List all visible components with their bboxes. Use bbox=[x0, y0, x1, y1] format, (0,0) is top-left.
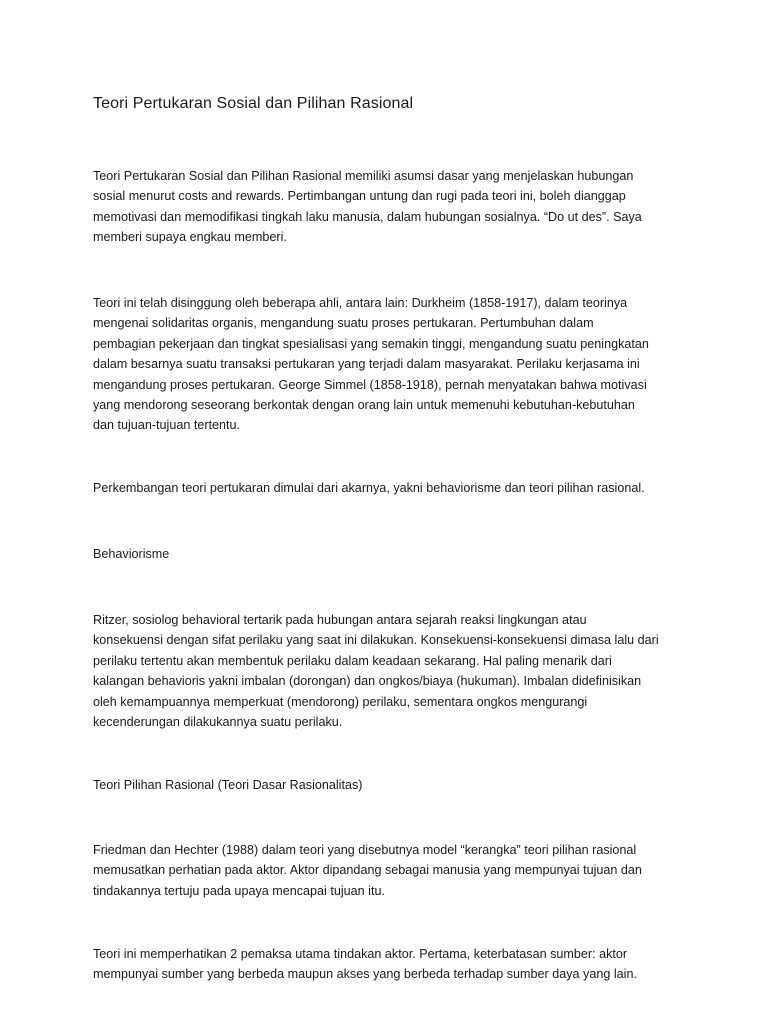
paragraph-history bbox=[93, 293, 673, 436]
text-line: Teori ini memperhatikan 2 pemaksa utama tindakan aktor. Pertama, keterbatasan sumber: aktor bbox=[93, 947, 628, 961]
paragraph-intro bbox=[93, 166, 673, 248]
text-line: memusatkan perhatian pada aktor. Aktor dipandang sebagai manusia yang mempunyai tujuan dan bbox=[93, 863, 642, 878]
text-line: Teori ini telah disinggung oleh beberapa ahli, antara lain: Durkheim (1858-1917), dalam teorinya bbox=[93, 296, 628, 310]
text-line: yang mendorong seseorang berkontak dengan orang lain untuk memenuhi kebutuhan-kebutuhan bbox=[93, 398, 635, 413]
paragraph-development bbox=[93, 478, 673, 498]
paragraph-ritzer bbox=[93, 610, 673, 732]
paragraph-constraints bbox=[93, 944, 673, 985]
text-line: mengandung proses pertukaran. George Simmel (1858-1918), pernah menyatakan bahwa motivasi bbox=[93, 377, 647, 392]
text-line: memberi supaya engkau memberi. bbox=[93, 230, 287, 245]
text-line: tindakannya tertuju pada upaya mencapai tujuan itu. bbox=[93, 883, 385, 898]
text-line: sosial menurut costs and rewards. Pertimbangan untung dan rugi pada teori ini, boleh dianggap bbox=[93, 189, 626, 204]
text-line: perilaku tertentu akan membentuk perilaku dalam keadaan sekarang. Hal paling menarik dari bbox=[93, 653, 612, 668]
text-line: Behaviorisme bbox=[93, 547, 170, 561]
document-title: Teori Pertukaran Sosial dan Pilihan Rasional bbox=[93, 95, 414, 112]
text-line: kalangan behavioris yakni imbalan (dorongan) dan ongkos/biaya (hukuman). Imbalan didefinisikan bbox=[93, 674, 642, 689]
text-line: dan tujuan-tujuan tertentu. bbox=[93, 418, 241, 433]
text-line: memotivasi dan memodifikasi tingkah laku manusia, dalam hubungan sosialnya. “Do ut des”. Saya bbox=[93, 209, 642, 224]
text-line: mempunyai sumber yang berbeda maupun akses yang berbeda terhadap sumber daya yang lain. bbox=[93, 967, 637, 982]
text-line: kecenderungan dilakukannya suatu perilaku. bbox=[93, 715, 343, 730]
text-line: dalam besarnya suatu transaksi pertukaran yang terjadi dalam masyarakat. Perilaku kerjasama ini bbox=[93, 357, 640, 372]
text-line: Perkembangan teori pertukaran dimulai dari akarnya, yakni behaviorisme dan teori pilihan rasional. bbox=[93, 481, 645, 495]
text-line: Teori Pertukaran Sosial dan Pilihan Rasional memiliki asumsi dasar yang menjelaskan hubungan bbox=[93, 169, 634, 183]
text-line: Friedman dan Hechter (1988) dalam teori yang disebutnya model “kerangka” teori pilihan rasional bbox=[93, 843, 637, 857]
paragraph-friedman bbox=[93, 840, 673, 901]
text-line: mengenai solidaritas organis, mengandung suatu proses pertukaran. Pertumbuhan dalam bbox=[93, 316, 594, 331]
text-line: pembagian pekerjaan dan tingkat spesialisasi yang semakin tinggi, mengandung suatu peningkatan bbox=[93, 336, 649, 351]
section-heading-behaviorisme bbox=[93, 544, 673, 564]
text-line: Teori Pilihan Rasional (Teori Dasar Rasionalitas) bbox=[93, 778, 363, 792]
text-line: Ritzer, sosiolog behavioral tertarik pada hubungan antara sejarah reaksi lingkungan atau bbox=[93, 613, 587, 627]
text-line: konsekuensi dengan sifat perilaku yang saat ini dilakukan. Konsekuensi-konsekuensi dimasa lalu dari bbox=[93, 633, 659, 648]
text-line: oleh kemampuannya memperkuat (mendorong) perilaku, sementara ongkos mengurangi bbox=[93, 694, 588, 709]
section-heading-pilihan-rasional bbox=[93, 775, 673, 795]
